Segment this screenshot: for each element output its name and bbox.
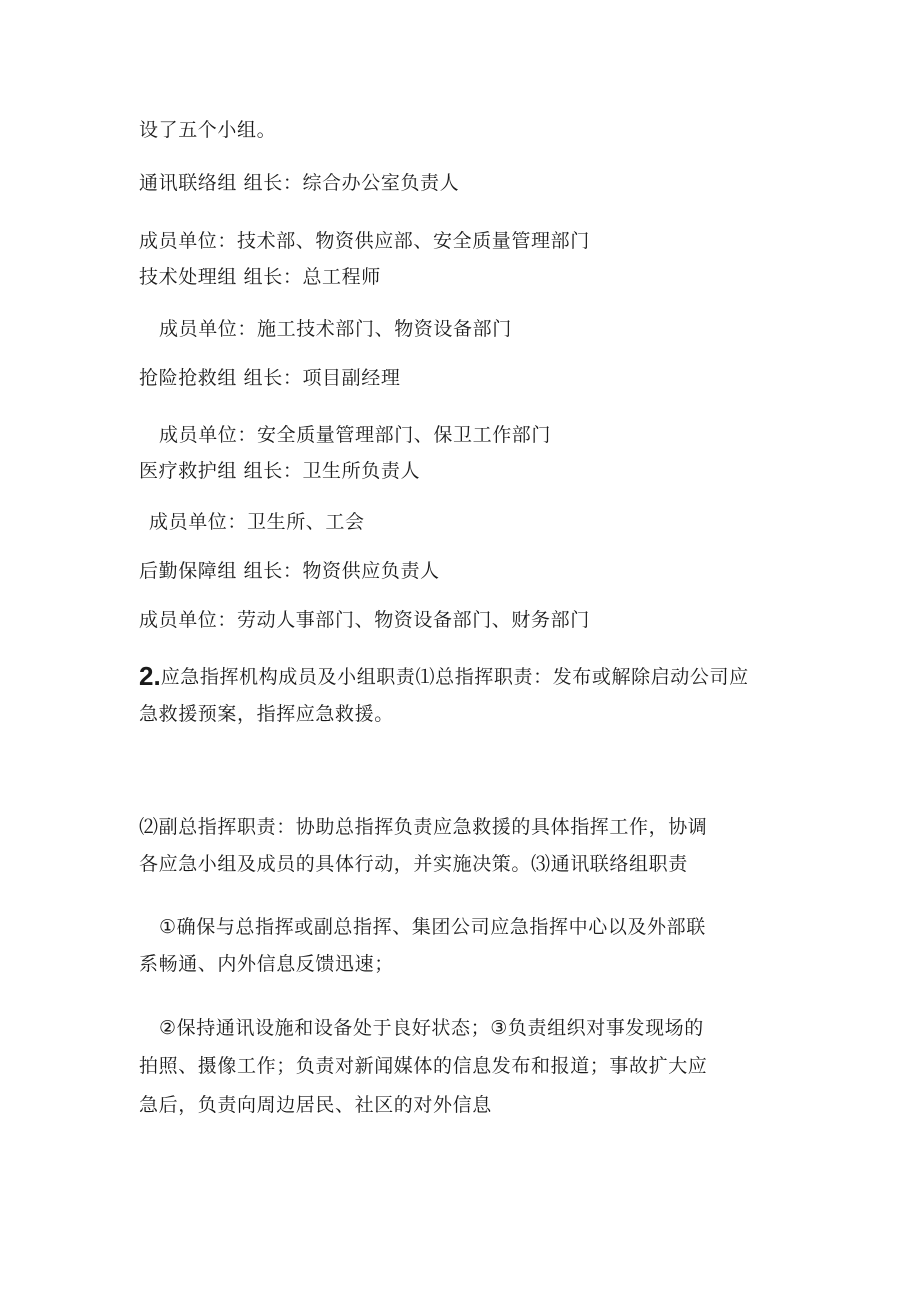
group-heading-rescue: 抢险抢救组 组长：项目副经理: [139, 367, 401, 389]
duty-item-2-line-3: 急后，负责向周边居民、社区的对外信息: [139, 1094, 492, 1116]
group-heading-medical: 医疗救护组 组长：卫生所负责人: [139, 460, 421, 482]
member-units-line: 成员单位：劳动人事部门、物资设备部门、财务部门: [139, 609, 590, 631]
section-2-line-1: [139, 661, 749, 691]
section-number: 2.: [139, 661, 161, 691]
duty-item-2-line-1: ②保持通讯设施和设备处于良好状态；③负责组织对事发现场的: [159, 1017, 704, 1039]
section-2-line-2: 急救援预案，指挥应急救援。: [139, 703, 394, 725]
group-heading-logistics: 后勤保障组 组长：物资供应负责人: [139, 560, 440, 582]
deputy-duty-line-2: 各应急小组及成员的具体行动，并实施决策。⑶通讯联络组职责: [139, 853, 688, 875]
section-2-text: 应急指挥机构成员及小组职责⑴总指挥职责：发布或解除启动公司应: [160, 666, 749, 688]
group-heading-technical: 技术处理组 组长：总工程师: [139, 266, 381, 288]
member-units-line: 成员单位：卫生所、工会: [149, 511, 365, 533]
member-units-line: 成员单位：技术部、物资供应部、安全质量管理部门: [139, 230, 590, 252]
deputy-duty-line-1: ⑵副总指挥职责：协助总指挥负责应急救援的具体指挥工作，协调: [139, 816, 708, 838]
group-heading-communication: 通讯联络组 组长：综合办公室负责人: [139, 172, 460, 194]
member-units-line: 成员单位：安全质量管理部门、保卫工作部门: [159, 424, 552, 446]
duty-item-1-line-2: 系畅通、内外信息反馈迅速；: [139, 953, 394, 975]
member-units-line: 成员单位：施工技术部门、物资设备部门: [159, 318, 512, 340]
text-line: 设了五个小组。: [139, 119, 277, 141]
duty-item-2-line-2: 拍照、摄像工作；负责对新闻媒体的信息发布和报道；事故扩大应: [139, 1055, 708, 1077]
duty-item-1-line-1: ①确保与总指挥或副总指挥、集团公司应急指挥中心以及外部联: [159, 916, 706, 938]
